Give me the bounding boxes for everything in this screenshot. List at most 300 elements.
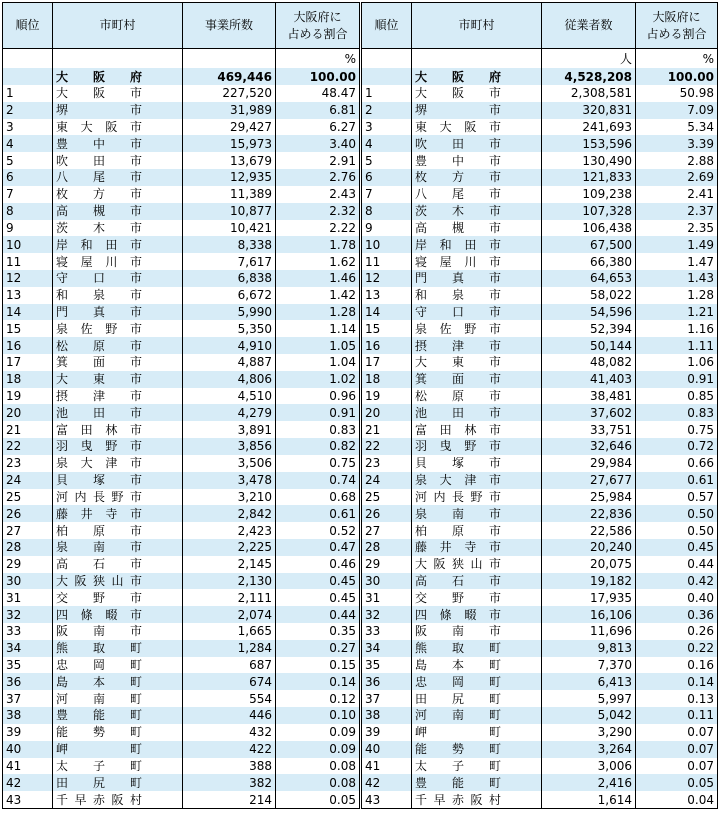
share-header: 大阪府に 占める割合 [636, 3, 718, 49]
table-row [3, 203, 360, 220]
share-cell: 0.14 [636, 673, 718, 690]
municipality-cell [412, 421, 542, 438]
share-cell: 0.44 [276, 606, 360, 623]
municipality-name: 四 條 畷 市 [56, 607, 142, 622]
share-cell: 0.08 [276, 758, 360, 775]
rank-cell: 2 [3, 102, 53, 119]
municipality-name: 守 口 市 [415, 304, 501, 319]
municipality-cell [412, 589, 542, 606]
count-cell: 48,082 [542, 354, 636, 371]
table-row [362, 623, 718, 640]
share-cell: 0.91 [636, 371, 718, 388]
table-row [3, 539, 360, 556]
share-cell: 0.52 [276, 522, 360, 539]
share-cell: 0.22 [636, 640, 718, 657]
rank-cell: 6 [3, 169, 53, 186]
table-row [3, 371, 360, 388]
table-row [3, 236, 360, 253]
rank-cell: 23 [3, 455, 53, 472]
table-row [3, 556, 360, 573]
share-cell: 0.05 [276, 791, 360, 808]
municipality-name: 松 原 市 [415, 389, 501, 404]
share-cell: 0.61 [276, 505, 360, 522]
share-cell: 0.45 [276, 589, 360, 606]
unit-cell [53, 49, 183, 69]
table-row [362, 455, 718, 472]
municipality-name: 吹 田 市 [56, 153, 142, 168]
municipality-name: 枚 方 市 [56, 187, 142, 202]
rank-cell: 7 [362, 186, 412, 203]
municipality-name: 東 大 阪 市 [56, 120, 142, 135]
unit-cell [183, 49, 276, 69]
rank-cell: 34 [3, 640, 53, 657]
municipality-cell [53, 690, 183, 707]
municipality-name: 八 尾 市 [56, 170, 142, 185]
table-row [362, 320, 718, 337]
share-cell: 1.78 [276, 236, 360, 253]
table-row [362, 388, 718, 405]
municipality-cell [53, 673, 183, 690]
municipality-name: 池 田 市 [415, 405, 501, 420]
share-header: 大阪府に 占める割合 [276, 3, 360, 49]
rank-cell: 24 [362, 472, 412, 489]
table-row [362, 203, 718, 220]
share-cell: 0.61 [636, 472, 718, 489]
municipality-cell [412, 169, 542, 186]
municipality-cell [53, 68, 183, 85]
rank-cell: 31 [3, 589, 53, 606]
share-cell: 1.14 [276, 320, 360, 337]
rank-cell: 14 [362, 304, 412, 321]
count-cell: 3,856 [183, 438, 276, 455]
table-row [3, 505, 360, 522]
municipality-cell [412, 119, 542, 136]
rank-cell: 9 [362, 220, 412, 237]
municipality-cell [53, 287, 183, 304]
share-cell: 2.22 [276, 220, 360, 237]
municipality-cell [53, 758, 183, 775]
count-cell: 4,510 [183, 388, 276, 405]
table-row [3, 320, 360, 337]
count-cell: 109,238 [542, 186, 636, 203]
table-row [3, 119, 360, 136]
rank-cell: 26 [3, 505, 53, 522]
municipality-name: 河 南 町 [415, 708, 501, 723]
table-row [3, 421, 360, 438]
count-cell: 22,836 [542, 505, 636, 522]
count-cell: 17,935 [542, 589, 636, 606]
share-cell: 0.13 [636, 690, 718, 707]
municipality-cell [412, 203, 542, 220]
municipality-name: 泉 大 津 市 [56, 456, 142, 471]
count-cell: 66,380 [542, 253, 636, 270]
count-cell: 12,935 [183, 169, 276, 186]
rank-cell: 19 [362, 388, 412, 405]
share-cell: 2.88 [636, 152, 718, 169]
count-cell: 3,478 [183, 472, 276, 489]
rank-cell: 16 [362, 337, 412, 354]
rank-cell: 40 [362, 741, 412, 758]
rank-cell: 21 [362, 421, 412, 438]
table-row [362, 337, 718, 354]
municipality-name: 熊 取 町 [56, 641, 142, 656]
rank-cell: 25 [362, 489, 412, 506]
rank-cell: 36 [3, 673, 53, 690]
rank-cell: 26 [362, 505, 412, 522]
municipality-cell [412, 287, 542, 304]
municipality-name: 吹 田 市 [415, 136, 501, 151]
municipality-cell [412, 337, 542, 354]
count-cell: 3,264 [542, 741, 636, 758]
count-cell: 33,751 [542, 421, 636, 438]
table-row [3, 438, 360, 455]
rank-cell: 2 [362, 102, 412, 119]
share-cell: 1.04 [276, 354, 360, 371]
rank-cell [362, 68, 412, 85]
municipality-cell [53, 589, 183, 606]
municipality-cell [412, 455, 542, 472]
employees-table [361, 2, 718, 809]
table-row [362, 236, 718, 253]
municipality-name: 門 真 市 [415, 271, 501, 286]
municipality-name: 茨 木 市 [415, 204, 501, 219]
rank-cell: 11 [3, 253, 53, 270]
share-cell: 5.34 [636, 119, 718, 136]
count-cell: 2,074 [183, 606, 276, 623]
count-cell: 2,416 [542, 774, 636, 791]
count-cell: 214 [183, 791, 276, 808]
count-cell: 320,831 [542, 102, 636, 119]
municipality-cell [412, 304, 542, 321]
rank-cell: 30 [3, 573, 53, 590]
municipality-cell [53, 152, 183, 169]
table-row [3, 522, 360, 539]
municipality-cell [412, 404, 542, 421]
unit-cell: % [276, 49, 360, 69]
municipality-name: 大阪狭山市 [415, 557, 501, 572]
count-cell: 8,338 [183, 236, 276, 253]
count-cell: 15,973 [183, 135, 276, 152]
municipality-cell [53, 421, 183, 438]
share-cell: 2.91 [276, 152, 360, 169]
rank-cell: 1 [3, 85, 53, 102]
rank-cell: 3 [3, 119, 53, 136]
rank-cell: 9 [3, 220, 53, 237]
municipality-name: 和 泉 市 [415, 288, 501, 303]
municipality-cell [53, 85, 183, 102]
municipality-cell [53, 489, 183, 506]
municipality-cell [53, 304, 183, 321]
municipality-cell [412, 539, 542, 556]
table-row [362, 774, 718, 791]
municipality-cell [53, 169, 183, 186]
table-row [362, 707, 718, 724]
municipality-cell [412, 623, 542, 640]
share-cell: 1.28 [636, 287, 718, 304]
share-cell: 0.09 [276, 724, 360, 741]
municipality-name: 四 條 畷 市 [415, 607, 501, 622]
count-cell: 1,614 [542, 791, 636, 808]
count-cell: 388 [183, 758, 276, 775]
share-cell: 0.11 [636, 707, 718, 724]
municipality-cell [412, 657, 542, 674]
rank-cell: 38 [3, 707, 53, 724]
count-cell: 432 [183, 724, 276, 741]
share-cell: 2.69 [636, 169, 718, 186]
rank-cell: 31 [362, 589, 412, 606]
share-cell: 1.16 [636, 320, 718, 337]
share-cell: 2.43 [276, 186, 360, 203]
rank-cell: 6 [362, 169, 412, 186]
count-cell: 37,602 [542, 404, 636, 421]
municipality-name: 八 尾 市 [415, 187, 501, 202]
municipality-cell [53, 505, 183, 522]
municipality-name: 高 槻 市 [415, 220, 501, 235]
count-header: 従業者数 [542, 3, 636, 49]
municipality-name: 羽 曳 野 市 [56, 439, 142, 454]
municipality-cell [412, 102, 542, 119]
rank-cell: 8 [3, 203, 53, 220]
rank-cell: 42 [362, 774, 412, 791]
count-cell: 422 [183, 741, 276, 758]
rank-cell: 10 [362, 236, 412, 253]
municipality-name: 河内長野市 [56, 489, 142, 504]
rank-cell: 25 [3, 489, 53, 506]
table-row [362, 573, 718, 590]
municipality-name: 岸 和 田 市 [415, 237, 501, 252]
count-cell: 1,665 [183, 623, 276, 640]
municipality-name: 岬 町 [56, 742, 142, 757]
municipality-name: 太 子 町 [415, 758, 501, 773]
share-cell: 0.36 [636, 606, 718, 623]
share-cell: 0.14 [276, 673, 360, 690]
municipality-cell [412, 68, 542, 85]
municipality-name: 豊 中 市 [415, 153, 501, 168]
unit-cell: 人 [542, 49, 636, 69]
rank-cell: 20 [3, 404, 53, 421]
share-cell: 0.35 [276, 623, 360, 640]
share-cell: 2.37 [636, 203, 718, 220]
share-cell: 0.68 [276, 489, 360, 506]
count-cell: 2,130 [183, 573, 276, 590]
municipality-name: 箕 面 市 [56, 355, 142, 370]
count-cell: 13,679 [183, 152, 276, 169]
municipality-cell [53, 707, 183, 724]
municipality-name: 大 東 市 [415, 355, 501, 370]
municipality-cell [53, 404, 183, 421]
rank-header: 順位 [362, 3, 412, 49]
table-row [362, 673, 718, 690]
municipality-cell [412, 522, 542, 539]
share-cell: 100.00 [276, 68, 360, 85]
table-row [362, 102, 718, 119]
table-row [3, 758, 360, 775]
municipality-name: 茨 木 市 [56, 220, 142, 235]
municipality-cell [412, 152, 542, 169]
table-row [3, 304, 360, 321]
count-cell: 4,806 [183, 371, 276, 388]
municipality-name: 豊 中 市 [56, 136, 142, 151]
municipality-cell [53, 623, 183, 640]
table-row [362, 741, 718, 758]
municipality-cell [53, 102, 183, 119]
count-cell: 54,596 [542, 304, 636, 321]
municipality-cell [412, 774, 542, 791]
municipality-name: 摂 津 市 [56, 389, 142, 404]
municipality-name: 岬 町 [415, 725, 501, 740]
count-cell: 687 [183, 657, 276, 674]
municipality-cell [53, 606, 183, 623]
municipality-cell [412, 673, 542, 690]
rank-cell: 5 [3, 152, 53, 169]
municipality-name: 貝 塚 市 [415, 456, 501, 471]
table-row [3, 640, 360, 657]
count-cell: 3,006 [542, 758, 636, 775]
table-row [362, 371, 718, 388]
table-row [3, 724, 360, 741]
table-row [362, 85, 718, 102]
count-cell: 9,813 [542, 640, 636, 657]
rank-cell: 41 [3, 758, 53, 775]
municipality-cell [53, 774, 183, 791]
municipality-name: 能 勢 町 [56, 725, 142, 740]
table-row [362, 690, 718, 707]
rank-cell: 43 [362, 791, 412, 808]
table-row [3, 707, 360, 724]
table-row [362, 304, 718, 321]
count-cell: 2,842 [183, 505, 276, 522]
municipality-name: 交 野 市 [415, 590, 501, 605]
municipality-cell [53, 354, 183, 371]
count-cell: 6,838 [183, 270, 276, 287]
municipality-name: 交 野 市 [56, 590, 142, 605]
rank-cell: 42 [3, 774, 53, 791]
table-row [362, 421, 718, 438]
municipality-cell [412, 371, 542, 388]
share-cell: 7.09 [636, 102, 718, 119]
rank-cell [3, 68, 53, 85]
share-cell: 0.05 [636, 774, 718, 791]
municipality-name: 堺 市 [415, 103, 501, 118]
rank-cell: 40 [3, 741, 53, 758]
count-cell: 107,328 [542, 203, 636, 220]
share-cell: 0.91 [276, 404, 360, 421]
table-row [362, 522, 718, 539]
share-cell: 0.09 [276, 741, 360, 758]
share-cell: 1.05 [276, 337, 360, 354]
share-cell: 3.40 [276, 135, 360, 152]
table-row [362, 791, 718, 808]
municipality-cell [412, 489, 542, 506]
municipality-name: 和 泉 市 [56, 288, 142, 303]
table-row [3, 455, 360, 472]
share-cell: 0.07 [636, 741, 718, 758]
table-row [3, 741, 360, 758]
table-row [3, 354, 360, 371]
municipality-name: 大 阪 府 [56, 69, 142, 84]
share-cell: 0.12 [276, 690, 360, 707]
rank-cell: 4 [362, 135, 412, 152]
municipality-cell [412, 135, 542, 152]
municipality-name: 寝 屋 川 市 [415, 254, 501, 269]
municipality-cell [412, 438, 542, 455]
count-cell: 41,403 [542, 371, 636, 388]
count-cell: 20,240 [542, 539, 636, 556]
count-cell: 5,350 [183, 320, 276, 337]
municipality-cell [53, 253, 183, 270]
count-cell: 25,984 [542, 489, 636, 506]
rank-cell: 15 [3, 320, 53, 337]
municipality-cell [412, 270, 542, 287]
share-cell: 0.83 [276, 421, 360, 438]
count-cell: 2,308,581 [542, 85, 636, 102]
unit-cell: % [636, 49, 718, 69]
municipality-cell [412, 236, 542, 253]
count-cell: 674 [183, 673, 276, 690]
municipality-name: 柏 原 市 [56, 523, 142, 538]
table-row [362, 220, 718, 237]
rank-cell: 21 [3, 421, 53, 438]
share-cell: 0.72 [636, 438, 718, 455]
unit-cell [362, 49, 412, 69]
table-row [3, 388, 360, 405]
rank-cell: 5 [362, 152, 412, 169]
municipality-name: 大 阪 府 [415, 69, 501, 84]
municipality-name: 高 石 市 [56, 557, 142, 572]
municipality-cell [412, 573, 542, 590]
count-cell: 6,672 [183, 287, 276, 304]
municipality-cell [412, 85, 542, 102]
share-cell: 0.04 [636, 791, 718, 808]
header-row [362, 3, 718, 49]
share-cell: 48.47 [276, 85, 360, 102]
table-row [3, 270, 360, 287]
share-cell: 0.46 [276, 556, 360, 573]
municipality-name: 岸 和 田 市 [56, 237, 142, 252]
rank-cell: 37 [362, 690, 412, 707]
share-cell: 0.16 [636, 657, 718, 674]
count-cell: 382 [183, 774, 276, 791]
municipality-cell [412, 505, 542, 522]
table-row [3, 657, 360, 674]
table-row [3, 791, 360, 808]
table-row [362, 758, 718, 775]
share-cell: 1.46 [276, 270, 360, 287]
municipality-name: 熊 取 町 [415, 641, 501, 656]
municipality-name: 田 尻 町 [56, 775, 142, 790]
municipality-name: 大 東 市 [56, 372, 142, 387]
count-cell: 2,423 [183, 522, 276, 539]
table-row [362, 135, 718, 152]
count-cell: 50,144 [542, 337, 636, 354]
rank-cell: 39 [362, 724, 412, 741]
table-row [3, 606, 360, 623]
rank-cell: 13 [362, 287, 412, 304]
share-cell: 0.82 [276, 438, 360, 455]
municipality-name: 阪 南 市 [56, 624, 142, 639]
municipality-cell [412, 186, 542, 203]
table-row [3, 573, 360, 590]
share-cell: 0.27 [276, 640, 360, 657]
share-cell: 50.98 [636, 85, 718, 102]
municipality-name: 箕 面 市 [415, 372, 501, 387]
rank-cell: 3 [362, 119, 412, 136]
table-row [362, 556, 718, 573]
municipality-name: 門 真 市 [56, 304, 142, 319]
share-cell: 0.07 [636, 758, 718, 775]
share-cell: 0.42 [636, 573, 718, 590]
municipality-name: 千早赤阪村 [56, 792, 142, 807]
